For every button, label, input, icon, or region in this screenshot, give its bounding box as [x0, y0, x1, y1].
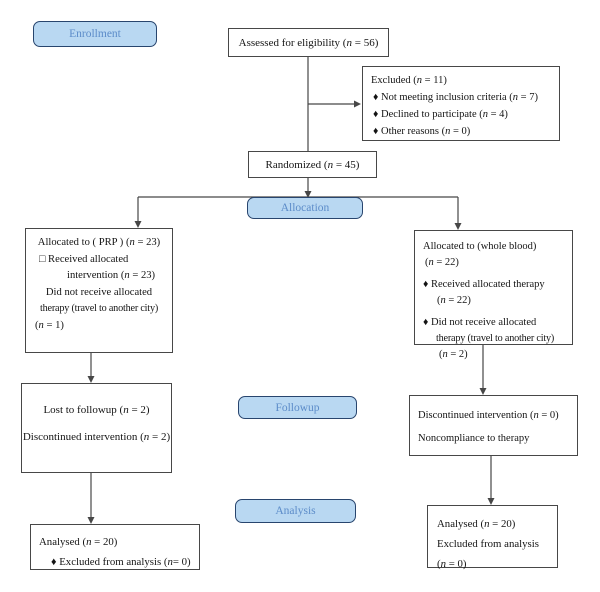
box-line: therapy (travel to another city)	[436, 333, 555, 344]
box-line: therapy (travel to another city)	[39, 303, 159, 314]
box-line: Analysed (n = 20)	[39, 536, 118, 548]
box-line: ♦ Other reasons (n = 0)	[373, 126, 471, 137]
box-line: ♦ Excluded from analysis (n= 0)	[51, 556, 191, 568]
box-line: ♦ Declined to participate (n = 4)	[373, 109, 508, 120]
box-line: Allocated to ( PRP ) (n = 23)	[37, 237, 161, 248]
phase-band-enrollment	[33, 21, 157, 47]
arrow-down-alloc-left-icon	[135, 221, 142, 228]
box-analysis-right	[427, 505, 558, 568]
box-line: (n = 0)	[437, 558, 467, 570]
box-line: (n = 1)	[35, 319, 64, 331]
box-line: Allocated to (whole blood)	[423, 241, 537, 252]
arrow-right-excluded-icon	[354, 101, 361, 108]
phase-band-analysis	[235, 499, 356, 523]
box-line: Noncompliance to therapy	[418, 433, 530, 444]
box-followup-right	[409, 395, 578, 456]
phase-band-analysis-label: Analysis	[275, 505, 316, 517]
arrow-down-followup-left-icon	[88, 376, 95, 383]
box-line: ♦ Did not receive allocated	[423, 317, 537, 328]
box-line: Did not receive allocated	[45, 286, 153, 298]
box-line: Randomized (n = 45)	[265, 158, 360, 171]
arrow-down-alloc-right-icon	[455, 223, 462, 230]
box-line: Discontinued intervention (n = 0)	[418, 410, 559, 421]
phase-band-followup	[238, 396, 357, 419]
box-line: Discontinued intervention (n = 2)	[22, 431, 171, 443]
phase-band-enrollment-label: Enrollment	[69, 28, 121, 40]
phase-band-allocation-label: Allocation	[280, 202, 330, 214]
box-line: □ Received allocated	[39, 253, 129, 265]
box-randomized	[248, 151, 377, 178]
box-line: (n = 2)	[439, 349, 468, 360]
box-line: Analysed (n = 20)	[437, 518, 516, 530]
phase-band-followup-label: Followup	[275, 401, 320, 414]
box-line: intervention (n = 23)	[67, 270, 156, 281]
box-line: Lost to followup (n = 2)	[43, 404, 150, 416]
box-allocated-prp	[25, 228, 173, 353]
arrow-down-analysis-left-icon	[88, 517, 95, 524]
box-line: Excluded from analysis	[437, 538, 539, 550]
phase-band-allocation	[247, 197, 363, 219]
arrow-down-analysis-right-icon	[488, 498, 495, 505]
box-line: Assessed for eligibility (n = 56)	[238, 36, 379, 49]
box-line: (n = 22)	[425, 257, 459, 268]
box-excluded	[362, 66, 560, 141]
box-line: Excluded (n = 11)	[371, 75, 447, 86]
box-line: (n = 22)	[437, 295, 471, 306]
box-line: ♦ Received allocated therapy	[423, 279, 545, 290]
box-assessed-eligibility	[228, 28, 389, 57]
box-followup-left	[21, 383, 172, 473]
box-allocated-whole-blood	[414, 230, 573, 360]
box-analysis-left	[30, 524, 200, 570]
box-line: ♦ Not meeting inclusion criteria (n = 7)	[373, 92, 538, 103]
arrow-down-followup-right-icon	[480, 388, 487, 395]
